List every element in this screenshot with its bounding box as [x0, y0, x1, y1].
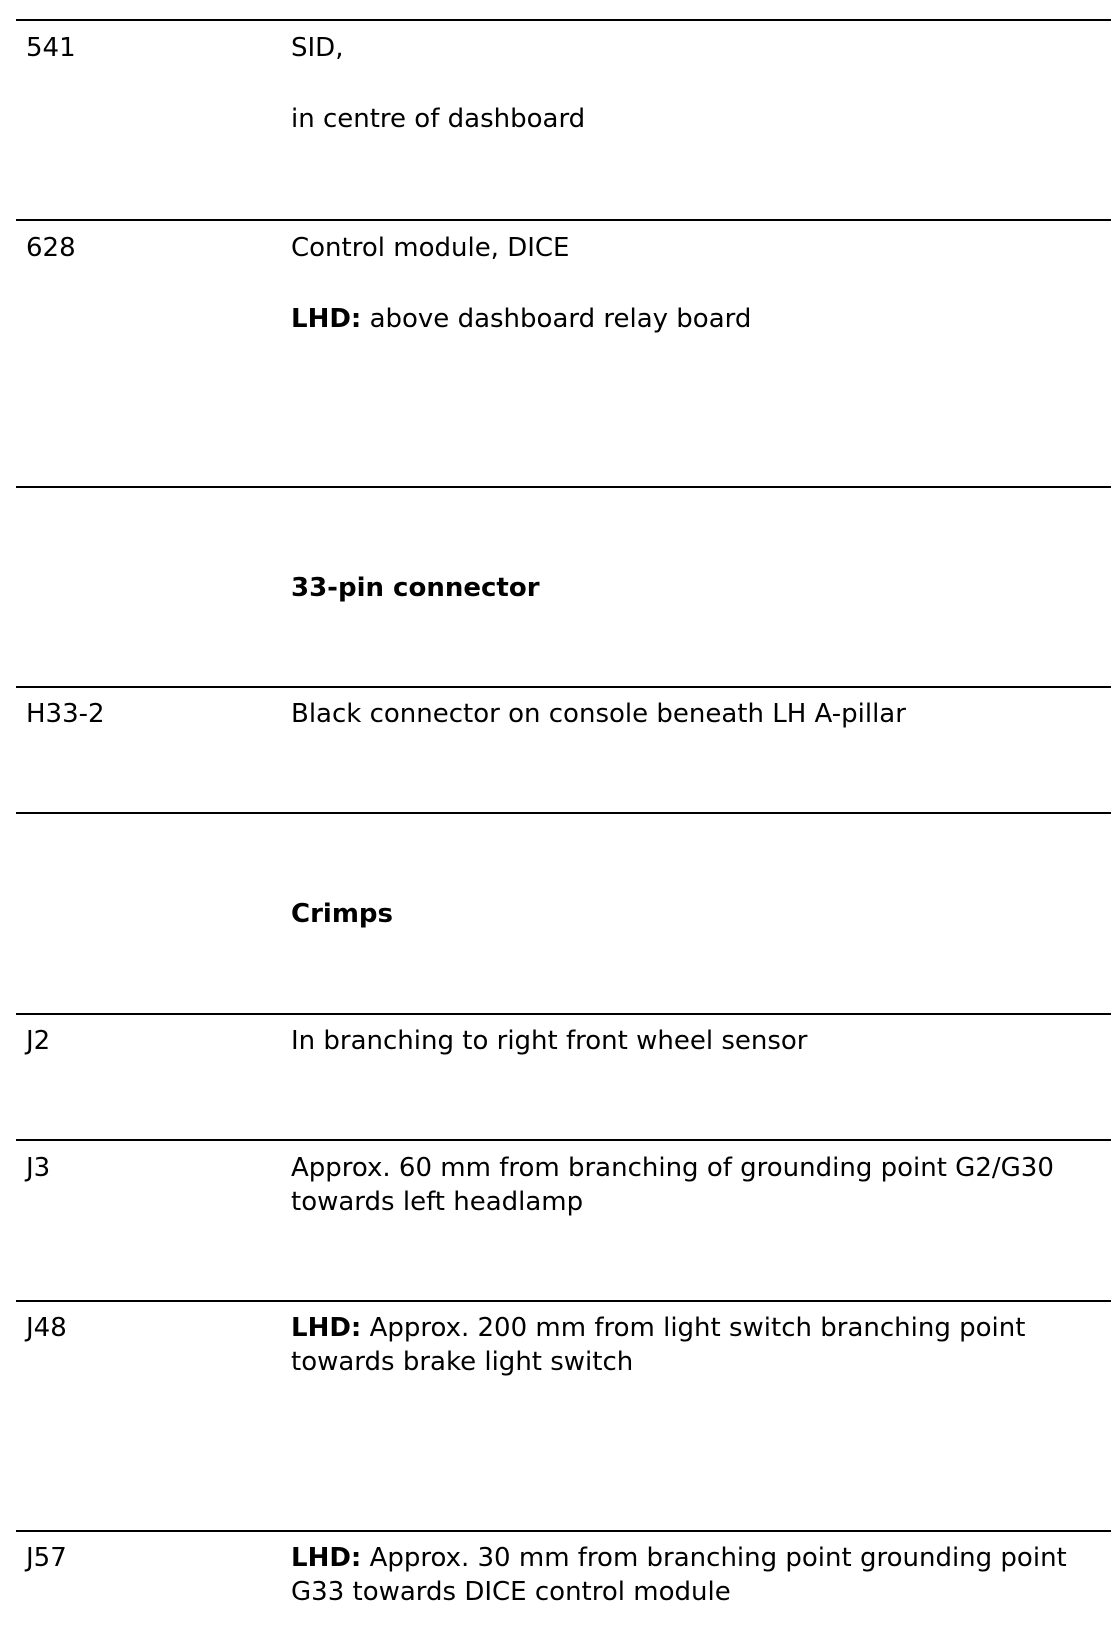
description-text: Approx. 30 mm from branching point grounding point G33 towards DICE control module: [291, 1543, 1067, 1607]
row-divider: [16, 219, 1111, 221]
row-description: In branching to right front wheel sensor: [291, 1026, 808, 1056]
lhd-label: LHD:: [291, 304, 362, 334]
section-heading: Crimps: [291, 899, 393, 929]
row-description: [291, 1541, 1101, 1609]
row-divider: [16, 812, 1111, 814]
row-description: [291, 1311, 1101, 1379]
description-line: in centre of dashboard: [291, 104, 586, 134]
row-description: [291, 31, 1101, 136]
section-heading: 33-pin connector: [291, 573, 540, 603]
row-description: [291, 231, 1101, 336]
row-code: J57: [26, 1543, 67, 1573]
description-line: SID,: [291, 33, 344, 63]
row-divider: [16, 486, 1111, 488]
description-line: [291, 302, 1101, 336]
row-divider: [16, 19, 1111, 21]
row-code: J48: [26, 1313, 67, 1343]
row-code: J3: [26, 1153, 51, 1183]
row-code: 628: [26, 233, 76, 263]
lhd-label: LHD:: [291, 1313, 362, 1343]
row-divider: [16, 686, 1111, 688]
row-divider: [16, 1013, 1111, 1015]
row-code: 541: [26, 33, 76, 63]
lhd-label: LHD:: [291, 1543, 362, 1573]
row-description: Black connector on console beneath LH A-pillar: [291, 699, 906, 729]
row-description: Approx. 60 mm from branching of grounding point G2/G30 towards left headlamp: [291, 1153, 1054, 1217]
row-code: J2: [26, 1026, 51, 1056]
description-line: Control module, DICE: [291, 233, 570, 263]
row-divider: [16, 1139, 1111, 1141]
row-divider: [16, 1530, 1111, 1532]
row-divider: [16, 1300, 1111, 1302]
row-code: H33-2: [26, 699, 105, 729]
description-text: above dashboard relay board: [361, 304, 752, 334]
description-text: Approx. 200 mm from light switch branching point towards brake light switch: [291, 1313, 1026, 1377]
